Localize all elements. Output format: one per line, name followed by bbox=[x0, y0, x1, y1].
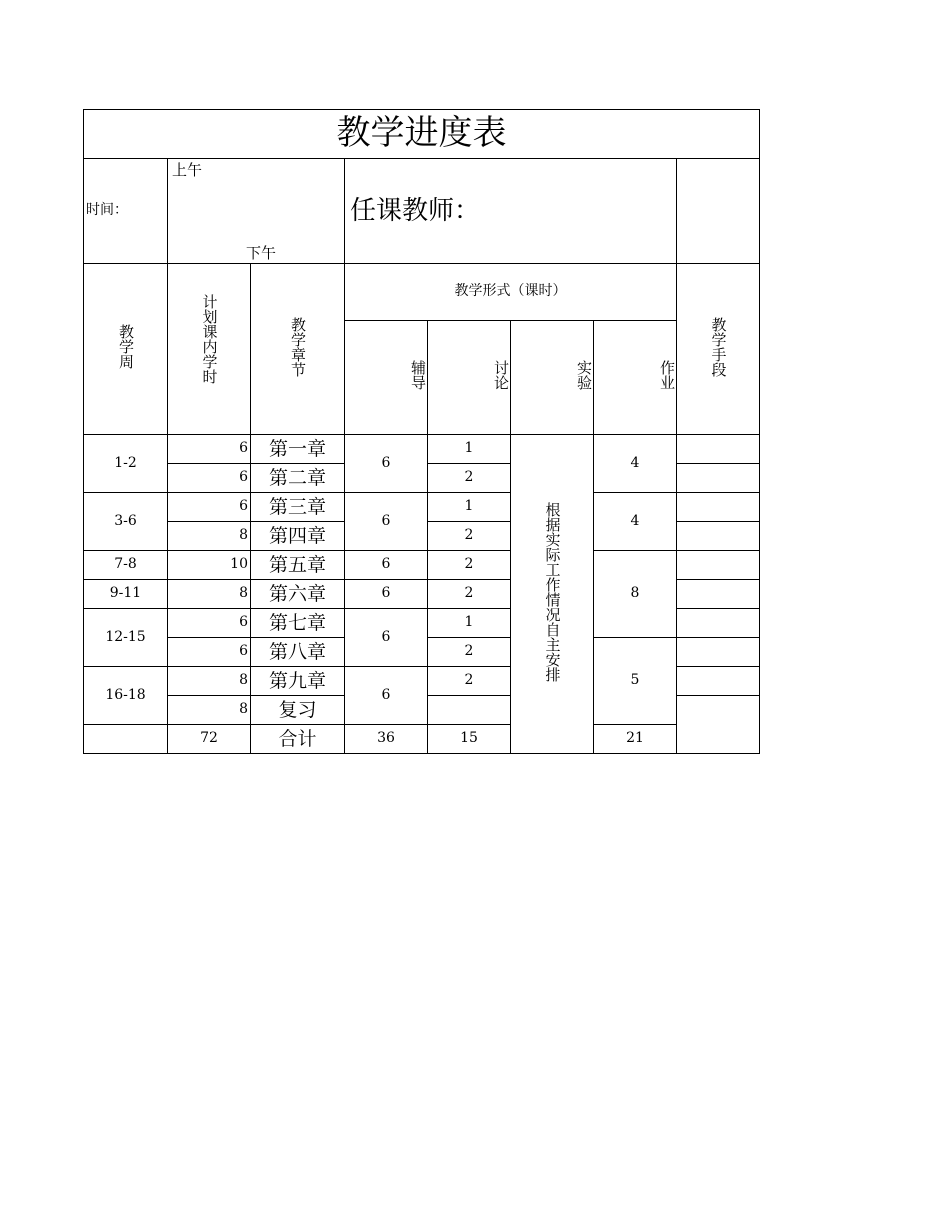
header-chapter: 教学章节 bbox=[251, 264, 345, 435]
tutoring-cell[interactable]: 6 bbox=[345, 667, 428, 725]
chapter-cell[interactable]: 第三章 bbox=[251, 493, 345, 522]
morning-label: 上午 bbox=[172, 161, 203, 179]
header-experiment: 实验 bbox=[511, 321, 594, 435]
hours-cell[interactable]: 10 bbox=[168, 551, 251, 580]
total-week-cell[interactable] bbox=[84, 725, 168, 754]
hours-cell[interactable]: 6 bbox=[168, 638, 251, 667]
chapter-cell[interactable]: 第四章 bbox=[251, 522, 345, 551]
discussion-cell[interactable]: 2 bbox=[428, 638, 511, 667]
homework-cell[interactable]: 8 bbox=[594, 551, 677, 638]
method-cell[interactable] bbox=[677, 609, 760, 638]
discussion-cell[interactable]: 2 bbox=[428, 522, 511, 551]
week-cell[interactable]: 12-15 bbox=[84, 609, 168, 667]
chapter-cell[interactable]: 复习 bbox=[251, 696, 345, 725]
teacher-label: 任课教师： bbox=[345, 159, 677, 264]
discussion-cell[interactable]: 1 bbox=[428, 609, 511, 638]
hours-cell[interactable]: 6 bbox=[168, 609, 251, 638]
discussion-cell[interactable]: 1 bbox=[428, 493, 511, 522]
chapter-cell[interactable]: 第五章 bbox=[251, 551, 345, 580]
chapter-cell[interactable]: 第七章 bbox=[251, 609, 345, 638]
hours-cell[interactable]: 8 bbox=[168, 696, 251, 725]
discussion-cell[interactable] bbox=[428, 696, 511, 725]
total-hours[interactable]: 72 bbox=[168, 725, 251, 754]
header-discussion: 讨论 bbox=[428, 321, 511, 435]
method-cell[interactable] bbox=[677, 435, 760, 464]
header-planned-hours: 计划课内学时 bbox=[168, 264, 251, 435]
method-cell[interactable] bbox=[677, 551, 760, 580]
time-label: 时间： bbox=[84, 159, 168, 264]
tutoring-cell[interactable]: 6 bbox=[345, 435, 428, 493]
tutoring-cell[interactable]: 6 bbox=[345, 551, 428, 580]
hours-cell[interactable]: 6 bbox=[168, 493, 251, 522]
method-cell[interactable] bbox=[677, 696, 760, 754]
method-cell[interactable] bbox=[677, 638, 760, 667]
week-cell[interactable]: 16-18 bbox=[84, 667, 168, 725]
hours-cell[interactable]: 6 bbox=[168, 435, 251, 464]
total-label: 合计 bbox=[251, 725, 345, 754]
tutoring-cell[interactable]: 6 bbox=[345, 580, 428, 609]
hours-cell[interactable]: 8 bbox=[168, 667, 251, 696]
hours-cell[interactable]: 8 bbox=[168, 522, 251, 551]
header-tutoring: 辅导 bbox=[345, 321, 428, 435]
tutoring-cell[interactable]: 6 bbox=[345, 493, 428, 551]
header-teaching-form: 教学形式（课时） bbox=[345, 264, 677, 321]
experiment-note: 根据实际工作情况自主安排 bbox=[511, 435, 594, 754]
page-title: 教学进度表 bbox=[84, 110, 760, 159]
discussion-cell[interactable]: 2 bbox=[428, 551, 511, 580]
discussion-cell[interactable]: 2 bbox=[428, 464, 511, 493]
afternoon-label: 下午 bbox=[246, 243, 277, 262]
method-cell[interactable] bbox=[677, 522, 760, 551]
time-slot-cell[interactable] bbox=[168, 159, 345, 264]
chapter-cell[interactable]: 第六章 bbox=[251, 580, 345, 609]
week-cell[interactable]: 7-8 bbox=[84, 551, 168, 580]
week-cell[interactable]: 3-6 bbox=[84, 493, 168, 551]
homework-cell[interactable]: 4 bbox=[594, 493, 677, 551]
method-cell[interactable] bbox=[677, 464, 760, 493]
total-discussion[interactable]: 15 bbox=[428, 725, 511, 754]
header-homework: 作业 bbox=[594, 321, 677, 435]
header-method: 教学手段 bbox=[677, 264, 760, 435]
chapter-cell[interactable]: 第九章 bbox=[251, 667, 345, 696]
header-week: 教学周 bbox=[84, 264, 168, 435]
week-cell[interactable]: 1-2 bbox=[84, 435, 168, 493]
homework-cell[interactable]: 4 bbox=[594, 435, 677, 493]
chapter-cell[interactable]: 第一章 bbox=[251, 435, 345, 464]
method-cell[interactable] bbox=[677, 667, 760, 696]
week-cell[interactable]: 9-11 bbox=[84, 580, 168, 609]
chapter-cell[interactable]: 第八章 bbox=[251, 638, 345, 667]
tutoring-cell[interactable]: 6 bbox=[345, 609, 428, 667]
homework-cell[interactable]: 5 bbox=[594, 638, 677, 725]
schedule-table bbox=[83, 109, 760, 754]
total-homework[interactable]: 21 bbox=[594, 725, 677, 754]
chapter-cell[interactable]: 第二章 bbox=[251, 464, 345, 493]
hours-cell[interactable]: 8 bbox=[168, 580, 251, 609]
blank-cell[interactable] bbox=[677, 159, 760, 264]
discussion-cell[interactable]: 1 bbox=[428, 435, 511, 464]
hours-cell[interactable]: 6 bbox=[168, 464, 251, 493]
discussion-cell[interactable]: 2 bbox=[428, 667, 511, 696]
total-tutoring[interactable]: 36 bbox=[345, 725, 428, 754]
method-cell[interactable] bbox=[677, 580, 760, 609]
discussion-cell[interactable]: 2 bbox=[428, 580, 511, 609]
method-cell[interactable] bbox=[677, 493, 760, 522]
